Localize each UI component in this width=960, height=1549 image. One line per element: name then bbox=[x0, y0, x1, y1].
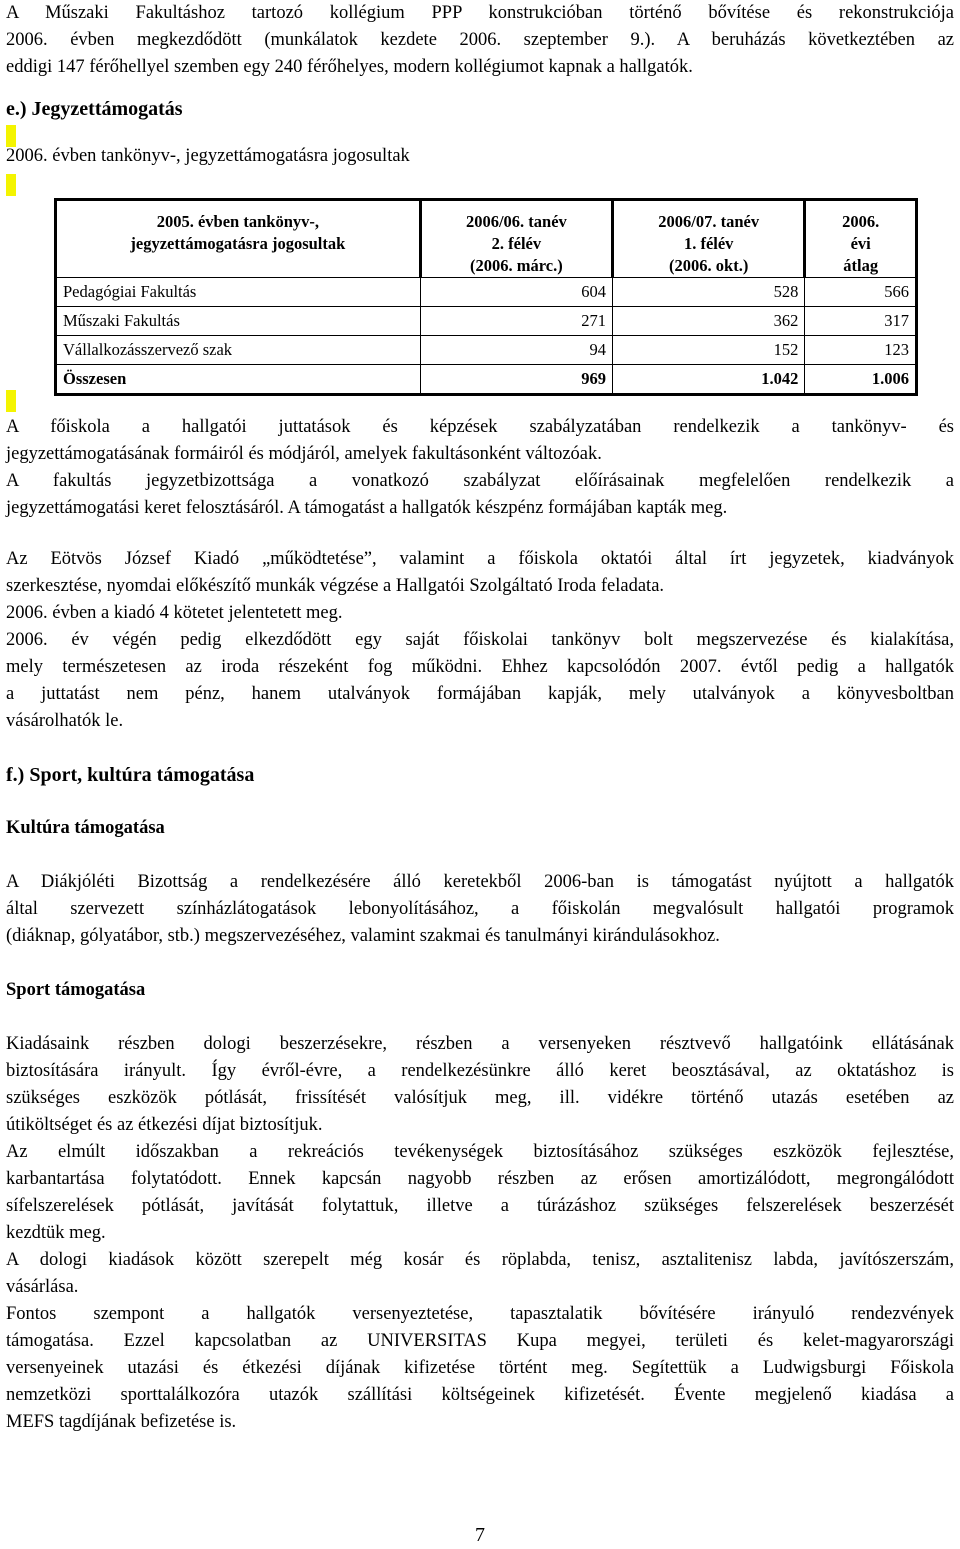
text-line: által szervezett színházlátogatások lebonyolításához, a főiskolán megvalósult hallgatói programok bbox=[6, 899, 954, 919]
text-line: Kiadásaink részben dologi beszerzésekre, részben a versenyeken résztvevő hallgatóink ellátásának bbox=[6, 1034, 954, 1054]
row-value: 566 bbox=[805, 278, 917, 307]
publisher-paragraph bbox=[6, 546, 954, 735]
row-value: 528 bbox=[613, 278, 805, 307]
intro-line: 2006. évben megkezdődött (munkálatok kezdete 2006. szeptember 9.). A beruházás következtében az bbox=[6, 30, 954, 50]
table-row bbox=[56, 336, 917, 365]
row-value: 362 bbox=[613, 307, 805, 336]
text-line: támogatása. Ezzel kapcsolatban az UNIVERSITAS Kupa megyei, területi és kelet-magyarországi bbox=[6, 1331, 954, 1351]
row-value: 271 bbox=[420, 307, 612, 336]
header-cell-category: 2005. évben tankönyv-, jegyzettámogatásra jogosultak bbox=[130, 212, 346, 253]
culture-heading: Kultúra támogatása bbox=[6, 818, 165, 838]
header-cell-2006-spring: 2006/06. tanév 2. félév (2006. márc.) bbox=[420, 200, 612, 278]
row-label: Vállalkozásszervező szak bbox=[56, 336, 421, 365]
highlight-marker bbox=[6, 390, 16, 412]
section-e-heading: e.) Jegyzettámogatás bbox=[6, 98, 183, 120]
row-value: 604 bbox=[420, 278, 612, 307]
text-line: versenyeinek utazási és étkezési díjának kifizetése történt meg. Segítettük a Ludwigsburgi Főiskola bbox=[6, 1358, 954, 1378]
table-row bbox=[56, 307, 917, 336]
text-line: A dologi kiadások között szerepelt még kosár és röplabda, tenisz, asztalitenisz labda, javítószerszám, bbox=[6, 1250, 954, 1270]
page-number: 7 bbox=[475, 1524, 485, 1546]
text-line: karbantartása folytatódott. Ennek kapcsán nagyobb részben az erősen amortizálódott, megrongálódott bbox=[6, 1169, 954, 1189]
text-line: a juttatást nem pénz, hanem utalványok formájában kapják, mely utalványok a könyvesboltban bbox=[6, 684, 954, 704]
text-line: biztosítására irányult. Így évről-évre, a rendelkezésünkre álló keret beosztásával, az oktatáshoz is bbox=[6, 1061, 954, 1081]
intro-paragraph bbox=[6, 0, 954, 81]
support-table bbox=[54, 198, 918, 396]
row-value: 123 bbox=[805, 336, 917, 365]
highlight-marker bbox=[6, 174, 16, 196]
text-line: Az elmúlt időszakban a rekreációs tevékenységek biztosításához szükséges eszközök fejlesztése, bbox=[6, 1142, 954, 1162]
intro-line: A Műszaki Fakultáshoz tartozó kollégium PPP konstrukcióban történő bővítése és rekonstrukciója bbox=[6, 3, 954, 23]
text-line: A fakultás jegyzetbizottsága a vonatkozó szabályzat előírásainak megfelelően rendelkezik a bbox=[6, 471, 954, 491]
text-line: nemzetközi sporttalálkozóra utazók szállítási költségeinek kifizetését. Évente megjelenő kiadása a bbox=[6, 1385, 954, 1405]
text-line: Az Eötvös József Kiadó „működtetése”, valamint a főiskola oktatói által írt jegyzetek, kiadványok bbox=[6, 549, 954, 569]
text-line: A főiskola a hallgatói juttatások és képzések szabályzatában rendelkezik a tankönyv- és bbox=[6, 417, 954, 437]
text-line: mely természetesen az iroda részeként fog működni. Ehhez kapcsolódón 2007. évtől pedig a hallgatók bbox=[6, 657, 954, 677]
table-row bbox=[56, 278, 917, 307]
total-value: 969 bbox=[420, 365, 612, 395]
text-line: útiköltséget és az étkezési díjat biztosítjuk. bbox=[6, 1115, 323, 1135]
text-line: Fontos szempont a hallgatók versenyeztetése, tapasztalatik bővítésére irányuló rendezvények bbox=[6, 1304, 954, 1324]
text-line: A Diákjóléti Bizottság a rendelkezésére álló keretekből 2006-ban is támogatást nyújtott a hallgatók bbox=[6, 872, 954, 892]
notes-paragraph bbox=[6, 414, 954, 522]
total-value: 1.042 bbox=[613, 365, 805, 395]
culture-paragraph bbox=[6, 869, 954, 950]
row-value: 152 bbox=[613, 336, 805, 365]
text-line: szükséges eszközök pótlását, frissítését valósítjuk meg, ill. vidékre történő utazás esetében az bbox=[6, 1088, 954, 1108]
row-value: 317 bbox=[805, 307, 917, 336]
text-line: szerkesztése, nyomdai előkészítő munkák végzése a Hallgatói Szolgáltató Iroda feladata. bbox=[6, 576, 665, 596]
total-label: Összesen bbox=[56, 365, 421, 395]
row-label: Műszaki Fakultás bbox=[56, 307, 421, 336]
text-line: 2006. év végén pedig elkezdődött egy saját főiskolai tankönyv bolt megszervezése és kialakítása, bbox=[6, 630, 954, 650]
row-label: Pedagógiai Fakultás bbox=[56, 278, 421, 307]
text-line: kezdtük meg. bbox=[6, 1223, 106, 1243]
text-line: 2006. évben a kiadó 4 kötetet jelentetett meg. bbox=[6, 603, 343, 623]
text-line: (diáknap, gólyatábor, stb.) megszervezéséhez, valamint szakmai és tanulmányi kirándulásokhoz. bbox=[6, 926, 720, 946]
table-header-row bbox=[56, 200, 917, 278]
total-value: 1.006 bbox=[805, 365, 917, 395]
sport-paragraph bbox=[6, 1031, 954, 1436]
text-line: MEFS tagdíjának befizetése is. bbox=[6, 1412, 237, 1432]
text-line: sífelszerelések pótlását, javítását folytattuk, illetve a túrázáshoz szükséges felszerelések beszerzését bbox=[6, 1196, 954, 1216]
header-cell-2006-autumn: 2006/07. tanév 1. félév (2006. okt.) bbox=[613, 200, 805, 278]
document-page bbox=[6, 0, 954, 1436]
text-line: vásárolhatók le. bbox=[6, 711, 124, 731]
text-line: vásárlása. bbox=[6, 1277, 79, 1297]
table-total-row bbox=[56, 365, 917, 395]
sport-heading: Sport támogatása bbox=[6, 980, 146, 1000]
table-caption: 2006. évben tankönyv-, jegyzettámogatásra jogosultak bbox=[6, 146, 410, 166]
row-value: 94 bbox=[420, 336, 612, 365]
support-table-wrapper bbox=[54, 198, 918, 396]
intro-line: eddigi 147 férőhellyel szemben egy 240 férőhelyes, modern kollégiumot kapnak a hallgatók. bbox=[6, 57, 693, 77]
header-cell-average: 2006. évi átlag bbox=[805, 200, 917, 278]
section-f-heading: f.) Sport, kultúra támogatása bbox=[6, 764, 255, 786]
text-line: jegyzettámogatásának formáiról és módjáról, amelyek fakultásonként változóak. bbox=[6, 444, 602, 464]
text-line: jegyzettámogatási keret felosztásáról. A támogatást a hallgatók készpénz formájában kapták meg. bbox=[6, 498, 728, 518]
